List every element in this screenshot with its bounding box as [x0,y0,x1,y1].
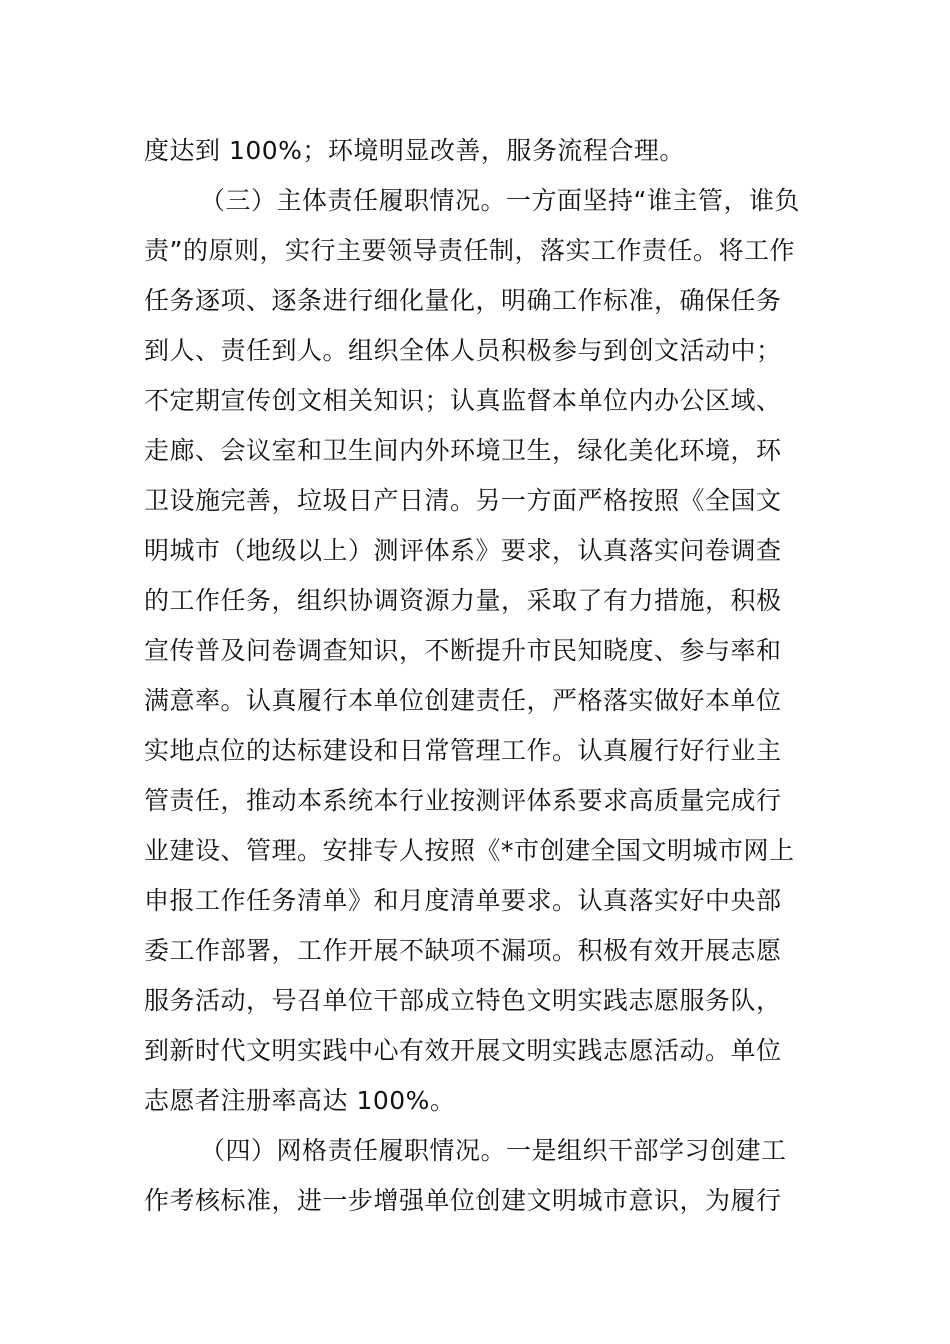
text-line: 明城市（地级以上）测评体系》要求，认真落实问卷调查 [144,536,782,565]
text-line: 的工作任务，组织协调资源力量，采取了有力措施，积极 [144,586,782,615]
text-line: 度达到 100%；环境明显改善，服务流程合理。 [144,136,685,165]
text-line: 到新时代文明实践中心有效开展文明实践志愿活动。单位 [144,1036,782,1065]
text-line: 满意率。认真履行本单位创建责任，严格落实做好本单位 [144,686,782,715]
text-line: 委工作部署，工作开展不缺项不漏项。积极有效开展志愿 [144,936,782,965]
text-line: 作考核标准，进一步增强单位创建文明城市意识，为履行 [144,1186,782,1215]
text-line: 业建设、管理。安排专人按照《*市创建全国文明城市网上 [144,836,795,865]
text-line: 服务活动，号召单位干部成立特色文明实践志愿服务队， [144,986,782,1015]
paragraph-heading-4: （四）网格责任履职情况。一是组织干部学习创建工 [200,1136,787,1165]
text-line: 责”的原则，实行主要领导责任制，落实工作责任。将工作 [144,236,795,265]
text-line: 不定期宣传创文相关知识；认真监督本单位内办公区域、 [144,386,782,415]
text-line: 管责任，推动本系统本行业按测评体系要求高质量完成行 [144,786,782,815]
text-line: 到人、责任到人。组织全体人员积极参与到创文活动中； [144,336,782,365]
text-line: 志愿者注册率高达 100%。 [144,1086,456,1115]
text-line: 卫设施完善，垃圾日产日清。另一方面严格按照《全国文 [144,486,782,515]
text-line: 实地点位的达标建设和日常管理工作。认真履行好行业主 [144,736,782,765]
text-line: 走廊、会议室和卫生间内外环境卫生，绿化美化环境，环 [144,436,782,465]
text-line: 宣传普及问卷调查知识，不断提升市民知晓度、参与率和 [144,636,782,665]
paragraph-heading-3: （三）主体责任履职情况。一方面坚持“谁主管，谁负 [200,186,800,215]
text-line: 申报工作任务清单》和月度清单要求。认真落实好中央部 [144,886,782,915]
text-line: 任务逐项、逐条进行细化量化，明确工作标准，确保任务 [144,286,782,315]
